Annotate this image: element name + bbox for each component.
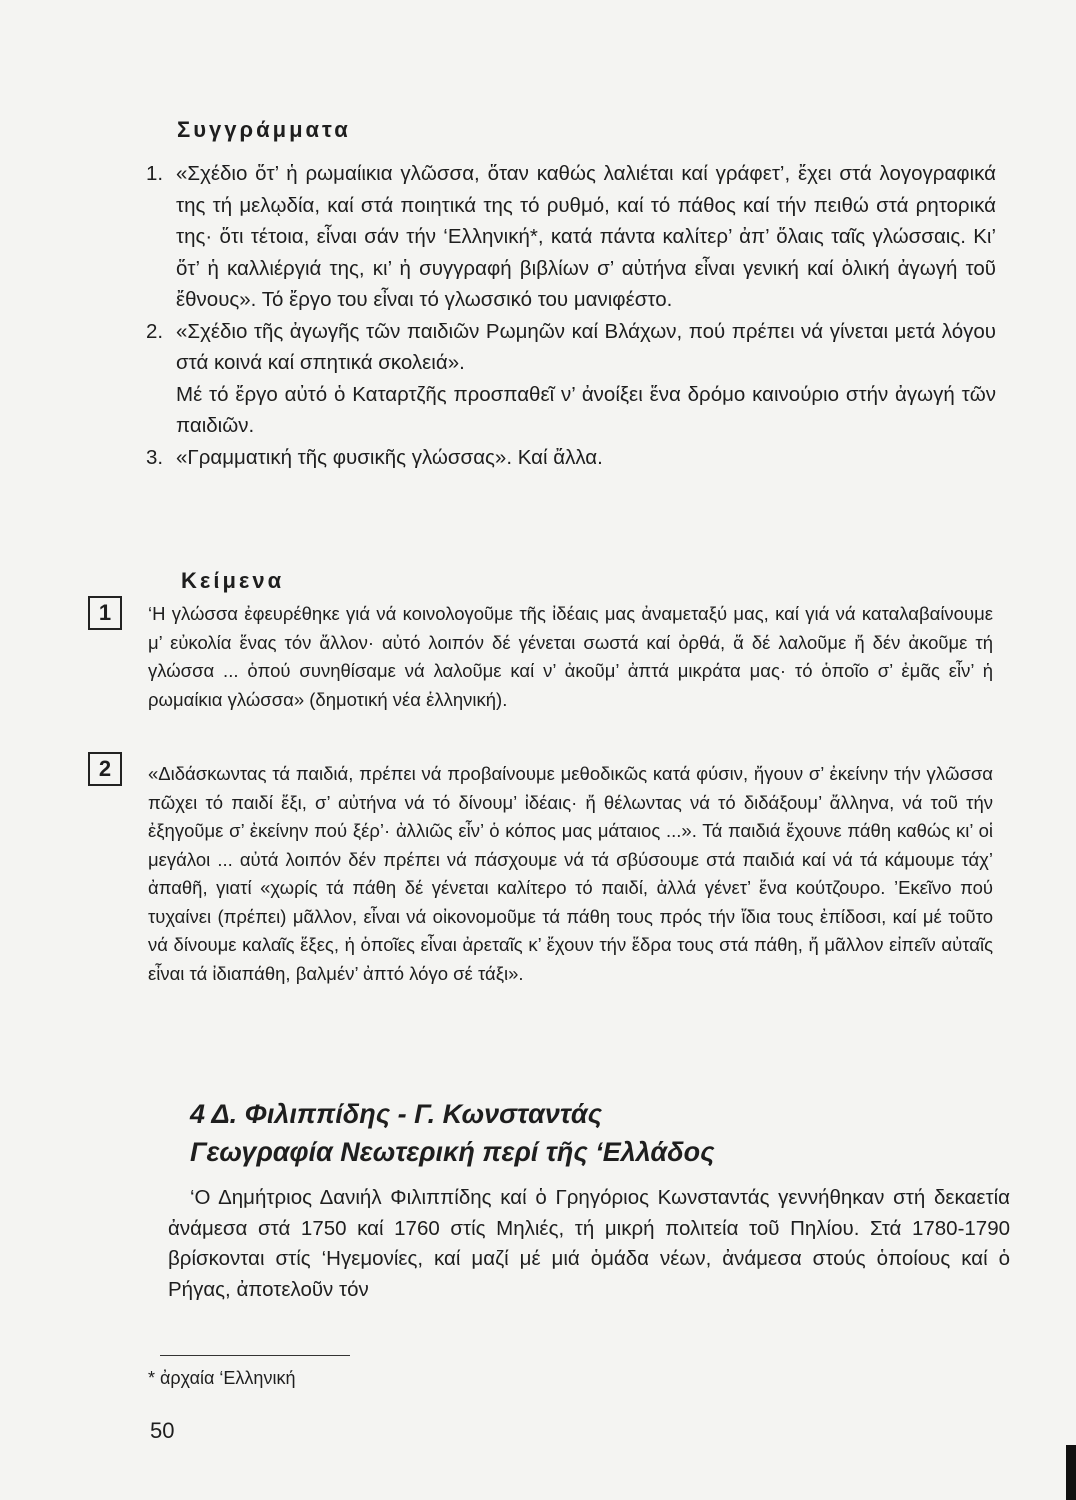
item-text: «Σχέδιο ὅτ’ ἡ ρωμαίικια γλῶσσα, ὅταν καθώς λαλιέται καί γράφετ’, ἔχει στά λογογραφικά της τή μελῳδία, καί στά ποιητικά της τό ρυθμό, καί τό πάθος καί τήν πειθώ στά ρητορικά της· ὅτι τέτοια, εἶναι σάν τήν ‘Ελληνική*, κατά πάντα καλίτερ’ ἀπ’ ὅλαις ταῖς γλώσσαις. Κι’ ὅτ’ ἡ καλλιέργιά της, κι’ ἡ συγγραφή βιβλίων σ’ αὐτήνα εἶναι γενική καί ὁλική ἀγωγή τοῦ ἔθνους». Τό ἔργο του εἶναι τό γλωσσικό του μανιφέστο.: [176, 162, 996, 311]
text-number-box: 2: [88, 752, 122, 786]
list-item: [146, 442, 996, 474]
heading-syggrammata: Συγγράμματα: [177, 117, 351, 142]
excerpt-text: «Διδάσκωντας τά παιδιά, πρέπει νά προβαίνουμε μεθοδικῶς κατά φύσιν, ἤγουν σ’ ἐκείνην τήν γλῶσσα πῶχει τό παιδί ἔξι, σ’ αὐτήνα νά τό δίνουμ’ ἰδέαις· ἤ θέλωντας νά τό διδάξουμ’ ἄλληνα, νά τοῦ τήν ἐξηγοῦμε σ’ ἐκείνην πού ξέρ’· ἀλλιῶς εἶν’ ὁ κόπος μας μάταιος ...». Τά παιδιά ἔχουνε πάθη καθώς κι’ οἱ μεγάλοι ... αὐτά λοιπόν δέν πρέπει νά πάσχουμε νά τά σβύσουμε στά παιδιά καί νά τά κάμουμε τάχ’ ἀπαθῆ, γιατί «χωρίς τά πάθη δέ γένεται καλίτερο τό παιδί, ἀλλά γένετ’ ἕνα κούτζουρο. ’Εκεῖνο πού τυχαίνει (πρέπει) μᾶλλον, εἶναι νά οἰκονομοῦμε τά πάθη τους πρός τήν ἴδια τους ἐπίδοσι, καί μέ τοῦτο νά δίνουμε καλαῖς ἕξες, ἡ ὁποῖες εἶναι ἀρεταῖς κ’ ἔχουν τήν ἕδρα τους στά πάθη, ἤ μᾶλλον εἰπεῖν αὐταῖς εἶναι τά ἰδιαπάθη, βαλμέν’ ἀπτό λόγο σέ τάξι».: [148, 763, 993, 984]
item-text: «Σχέδιο τῆς ἀγωγῆς τῶν παιδιῶν Ρωμηῶν καί Βλάχων, πού πρέπει νά γίνεται μετά λόγου στά κοινά καί σπητικά σκολειά».: [176, 319, 996, 374]
item-number: 1.: [146, 162, 164, 185]
scan-edge-mark: [1066, 1445, 1076, 1500]
section-title: 4 Δ. Φιλιππίδης - Γ. Κωνσταντάς: [190, 1099, 603, 1129]
item-text: «Γραμματική τῆς φυσικῆς γλώσσας». Καί ἄλλα.: [176, 445, 603, 469]
text-number-box: 1: [88, 596, 122, 630]
body-paragraph: ‘Ο Δημήτριος Δανιήλ Φιλιππίδης καί ὁ Γρηγόριος Κωνσταντάς γεννήθηκαν στή δεκαετία ἀνάμεσα στά 1750 καί 1760 στίς Μηλιές, τή μικρή πολιτεία τοῦ Πηλίου. Στά 1780-1790 βρίσκονται στίς ‘Ηγεμονίες, καί μαζί μέ μιά ὁμάδα νέων, ἀνάμεσα στούς ὁποίους καί ὁ Ρήγας, ἀποτελοῦν τόν: [168, 1186, 1010, 1301]
section-subtitle: Γεωγραφία Νεωτερική περί τῆς ‘Ελλάδος: [190, 1137, 715, 1167]
footnote: * ἀρχαία ‘Ελληνική: [148, 1368, 296, 1388]
list-item: [146, 316, 996, 442]
works-list: [146, 158, 996, 473]
excerpt-text: ‘Η γλώσσα ἐφευρέθηκε γιά νά κοινολογοῦμε τῆς ἰδέαις μας ἀναμεταξύ μας, καί γιά νά καταλαβαίνουμε μ’ εὐκολία ἕνας τόν ἄλλον· αὐτό λοιπόν δέ γένεται σωστά καί ὀρθά, ἅ δέ λαλοῦμε ἤ δέν ἀκοῦμε τή γλώσσα ... ὁπού συνηθίσαμε νά λαλοῦμε καί ν’ ἀκοῦμ’ ἀπτά μικράτα μας· τό ὁποῖο σ’ ἐμᾶς εἶν’ ἡ ρωμαίκια γλώσσα» (δημοτική νέα ἑλληνική).: [148, 603, 993, 710]
heading-keimena: Κείμενα: [181, 568, 285, 593]
item-text: Μέ τό ἔργο αὐτό ὁ Καταρτζῆς προσπαθεῖ ν’ ἀνοίξει ἕνα δρόμο καινούριο στήν ἀγωγή τῶν παιδιῶν.: [176, 382, 996, 437]
list-item: [146, 158, 996, 316]
footnote-divider: [160, 1355, 350, 1356]
page-number: 50: [150, 1418, 175, 1443]
item-number: 3.: [146, 445, 164, 469]
item-number: 2.: [146, 319, 164, 343]
